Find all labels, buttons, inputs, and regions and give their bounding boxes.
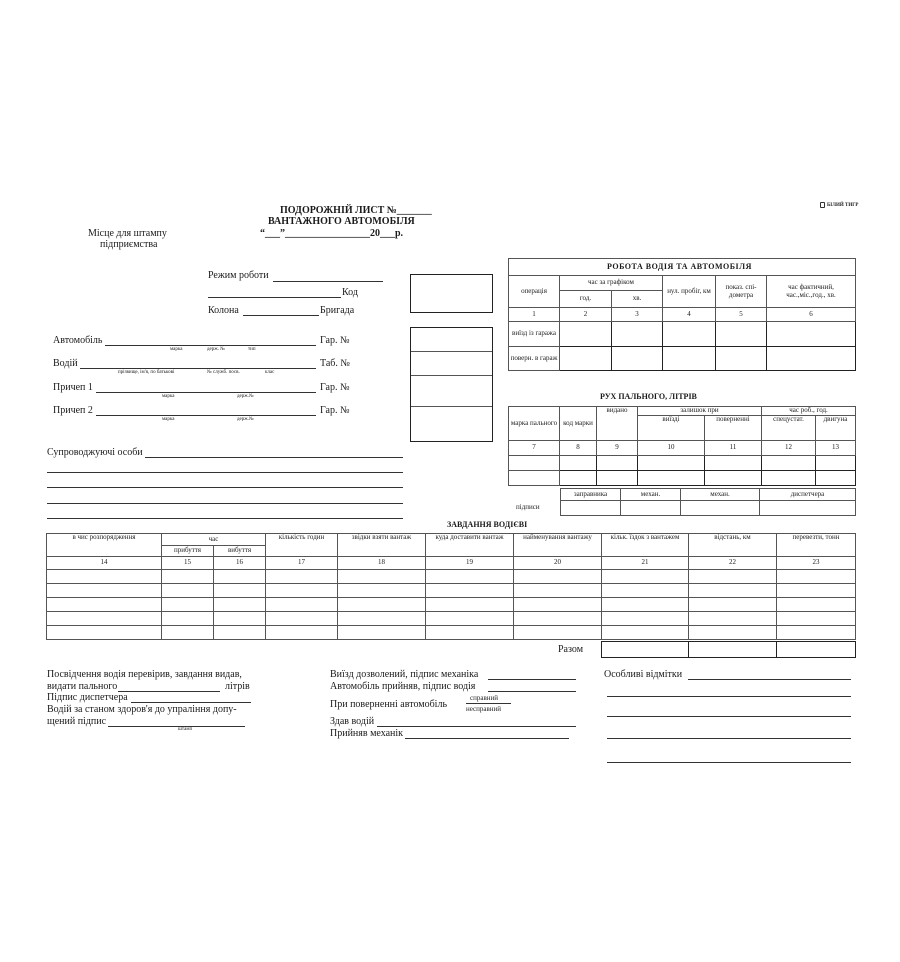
work-num: 3: [612, 308, 663, 322]
column-label: Колона: [208, 305, 239, 316]
car-label: Автомобіль: [53, 335, 103, 346]
fuel-cell[interactable]: [560, 456, 597, 471]
fuel-h-engine: двигуна: [816, 416, 856, 441]
fuel-sign-label: підписи: [516, 503, 540, 511]
sign-cell[interactable]: [760, 501, 856, 516]
total-tons[interactable]: [777, 642, 856, 658]
task-h-to: куда доставити вантаж: [426, 534, 514, 557]
code-line: [208, 297, 341, 298]
work-table-title: РОБОТА ВОДІЯ ТА АВТОМОБІЛЯ: [607, 262, 752, 271]
fuel-cell[interactable]: [597, 456, 638, 471]
fuel-cell[interactable]: [509, 456, 560, 471]
escort-line-2: [47, 472, 403, 473]
task-h-trips: кільк. їздок з вантажем: [602, 534, 689, 557]
fuel-num: 7: [509, 441, 560, 456]
fuel-h-special: спецустат.: [762, 416, 816, 441]
car-line: [105, 345, 316, 346]
trailer2-hint-marka: марка: [162, 417, 175, 422]
task-row: [47, 626, 856, 640]
dispatcher-sign-line: [131, 702, 251, 703]
numbers-box: [410, 327, 493, 442]
task-num: 23: [777, 557, 856, 570]
trailer1-gar-label: Гар. №: [320, 382, 350, 393]
bottom-l3: Підпис диспетчера: [47, 692, 128, 703]
escort-line-4: [47, 503, 403, 504]
brand-logo: [820, 202, 858, 208]
work-h-actual: час фактичний, час.,міс.,год., хв.: [767, 276, 856, 308]
fuel-cell[interactable]: [705, 456, 762, 471]
task-table-title: ЗАВДАННЯ ВОДІЄВІ: [447, 520, 528, 529]
bottom-m5: Прийняв механік: [330, 728, 404, 739]
trailer2-line: [96, 415, 316, 416]
task-num: 16: [214, 557, 266, 570]
work-row-return: поверн. в гараж: [509, 347, 560, 371]
trailer2-hint-derzh: держ.№: [237, 417, 254, 422]
car-hint-derzh: держ. №: [207, 347, 225, 352]
work-title-cell: [509, 259, 856, 276]
task-h-arrived: прибуття: [162, 546, 214, 557]
total-label: Разом: [558, 644, 584, 655]
work-num: 6: [767, 308, 856, 322]
fuel-h-issued: видано: [597, 407, 638, 441]
mechanic-sign-line: [488, 679, 576, 680]
task-h-tons: перевезти, тонн: [777, 534, 856, 557]
stamp-label-2: підприємства: [100, 239, 158, 250]
bottom-l2-suffix: літрів: [225, 681, 250, 692]
driver-hint-klas: клас: [265, 370, 275, 375]
mode-line: [273, 281, 383, 282]
sign-refueler: заправника: [561, 489, 621, 501]
stamp-label: Місце для штампу: [88, 228, 167, 239]
mode-label: Режим роботи: [208, 270, 269, 281]
fuel-table-title: РУХ ПАЛЬНОГО, ЛІТРІВ: [600, 392, 697, 401]
fuel-cell[interactable]: [705, 471, 762, 486]
fuel-num: 10: [638, 441, 705, 456]
total-trips[interactable]: [602, 642, 689, 658]
task-num: 15: [162, 557, 214, 570]
work-cell[interactable]: [612, 347, 663, 371]
task-row: [47, 584, 856, 598]
driver-label: Водій: [53, 358, 78, 369]
fuel-num: 8: [560, 441, 597, 456]
work-h-odometer: показ. спі-дометра: [716, 276, 767, 308]
total-distance[interactable]: [689, 642, 777, 658]
car-gar-label: Гар. №: [320, 335, 350, 346]
bottom-m1: Виїзд дозволений, підпис механіка: [330, 669, 479, 680]
work-h-operation: операція: [509, 276, 560, 308]
task-num: 18: [338, 557, 426, 570]
brigade-label: Бригада: [320, 305, 355, 316]
fuel-h-brand: марка пального: [509, 407, 560, 441]
task-num: 14: [47, 557, 162, 570]
fuel-cell[interactable]: [560, 471, 597, 486]
task-h-departed: вибуття: [214, 546, 266, 557]
work-cell[interactable]: [767, 347, 856, 371]
bottom-m3: При поверненні автомобіль: [330, 699, 448, 710]
bottom-l5-hint: штамп: [178, 727, 193, 732]
task-h-distance: відстань, км: [689, 534, 777, 557]
escort-line-1: [145, 457, 403, 458]
work-num: 5: [716, 308, 767, 322]
bottom-l1: Посвідчення водія перевірив, завдання видав,: [47, 669, 242, 680]
special-notes-line-1: [688, 679, 851, 680]
fuel-cell[interactable]: [762, 471, 816, 486]
code-label: Код: [342, 287, 358, 298]
work-row-out: виїзд із гаража: [509, 322, 560, 347]
work-cell[interactable]: [716, 347, 767, 371]
fuel-h-out: виїзді: [638, 416, 705, 441]
special-notes-line-5: [607, 762, 851, 763]
fuel-cell[interactable]: [638, 456, 705, 471]
fuel-cell[interactable]: [509, 471, 560, 486]
task-num: 22: [689, 557, 777, 570]
driver-hint-no: № служб. посв.: [207, 370, 240, 375]
trailer2-gar-label: Гар. №: [320, 405, 350, 416]
task-row: [47, 612, 856, 626]
task-h-from: звідки взяти вантаж: [338, 534, 426, 557]
driver-sign-line: [488, 691, 576, 692]
driver-line: [80, 368, 316, 369]
work-cell[interactable]: [716, 322, 767, 347]
bottom-l5: щений підпис: [47, 716, 107, 727]
code-box: [410, 274, 493, 313]
trailer1-label: Причеп 1: [53, 382, 93, 393]
escort-line-3: [47, 487, 403, 488]
task-num: 21: [602, 557, 689, 570]
bottom-l4: Водій за станом здоров'я до упраління допу-: [47, 704, 237, 715]
task-h-cargo: найменування вантажу: [514, 534, 602, 557]
fuel-h-remain: залишок при: [638, 407, 762, 416]
health-sign-line: [108, 726, 245, 727]
task-row: [47, 570, 856, 584]
car-hint-typ: тип: [248, 347, 256, 352]
task-h-time: час: [162, 534, 266, 546]
fuel-cell[interactable]: [816, 471, 856, 486]
special-notes-line-4: [607, 738, 851, 739]
task-num: 20: [514, 557, 602, 570]
work-cell[interactable]: [767, 322, 856, 347]
received-mechanic-line: [405, 738, 569, 739]
work-table: [508, 258, 856, 371]
column-line: [243, 315, 319, 316]
fuel-num: 12: [762, 441, 816, 456]
fuel-cell[interactable]: [638, 471, 705, 486]
task-num: 17: [266, 557, 338, 570]
work-cell[interactable]: [560, 347, 612, 371]
task-h-order: в чис розпорядження: [47, 534, 162, 557]
work-num: 2: [560, 308, 612, 322]
trailer2-label: Причеп 2: [53, 405, 93, 416]
bottom-m3-faulty: несправний: [466, 705, 502, 713]
fuel-amount-line: [118, 691, 220, 692]
sign-dispatcher: диспетчера: [760, 489, 856, 501]
sign-cell[interactable]: [621, 501, 681, 516]
bottom-m2: Автомобіль прийняв, підпис водія: [330, 681, 476, 692]
form-date: “___”_________________20___р.: [260, 228, 404, 239]
fuel-num: 13: [816, 441, 856, 456]
bottom-m3-ok: справний: [470, 694, 499, 702]
trailer1-hint-derzh: держ.№: [237, 394, 254, 399]
fuel-sign-table: [560, 488, 856, 516]
work-h-hours: год.: [560, 291, 612, 308]
fuel-cell[interactable]: [762, 456, 816, 471]
fuel-cell[interactable]: [597, 471, 638, 486]
bottom-r1: Особливі відмітки: [604, 669, 683, 680]
task-table: [46, 533, 856, 640]
fuel-num: 9: [597, 441, 638, 456]
task-num: 19: [426, 557, 514, 570]
work-cell[interactable]: [663, 347, 716, 371]
total-row: [601, 641, 856, 658]
special-notes-line-2: [607, 696, 851, 697]
fuel-num: 11: [705, 441, 762, 456]
work-h-schedule: час за графіком: [560, 276, 663, 291]
work-num: 4: [663, 308, 716, 322]
fuel-table: [508, 406, 856, 486]
driver-hint-name: прізвище, ім'я, по батькові: [118, 370, 175, 375]
form-title: ПОДОРОЖНІЙ ЛИСТ №_______: [280, 205, 432, 216]
work-cell[interactable]: [560, 322, 612, 347]
fuel-h-worktime: час роб., год.: [762, 407, 856, 416]
work-h-odo-zero: нул. пробіг, км: [663, 276, 716, 308]
fuel-cell[interactable]: [816, 456, 856, 471]
task-h-hours: кількість годин: [266, 534, 338, 557]
form-subtitle: ВАНТАЖНОГО АВТОМОБІЛЯ: [268, 216, 415, 227]
logo-icon: [820, 202, 825, 208]
bottom-m4: Здав водій: [330, 716, 375, 727]
work-num: 1: [509, 308, 560, 322]
special-notes-line-3: [607, 716, 851, 717]
driver-tab-label: Таб. №: [320, 358, 350, 369]
task-row: [47, 598, 856, 612]
bottom-l2: видати пального: [47, 681, 118, 692]
trailer1-line: [96, 392, 316, 393]
sign-mechanic-1: механ.: [621, 489, 681, 501]
trailer1-hint-marka: марка: [162, 394, 175, 399]
fuel-h-code: код марки: [560, 407, 597, 441]
work-cell[interactable]: [612, 322, 663, 347]
escort-line-5: [47, 518, 403, 519]
sign-cell[interactable]: [561, 501, 621, 516]
sign-cell[interactable]: [681, 501, 760, 516]
car-hint-marka: марка: [170, 347, 183, 352]
work-cell[interactable]: [663, 322, 716, 347]
sign-mechanic-2: механ.: [681, 489, 760, 501]
bottom-m3-divider: [466, 703, 511, 704]
handed-driver-line: [377, 726, 576, 727]
fuel-h-return: поверненні: [705, 416, 762, 441]
work-h-min: хв.: [612, 291, 663, 308]
logo-text: БІЛИЙ ТИГР: [827, 203, 859, 209]
escort-label: Супроводжуючі особи: [47, 447, 143, 458]
